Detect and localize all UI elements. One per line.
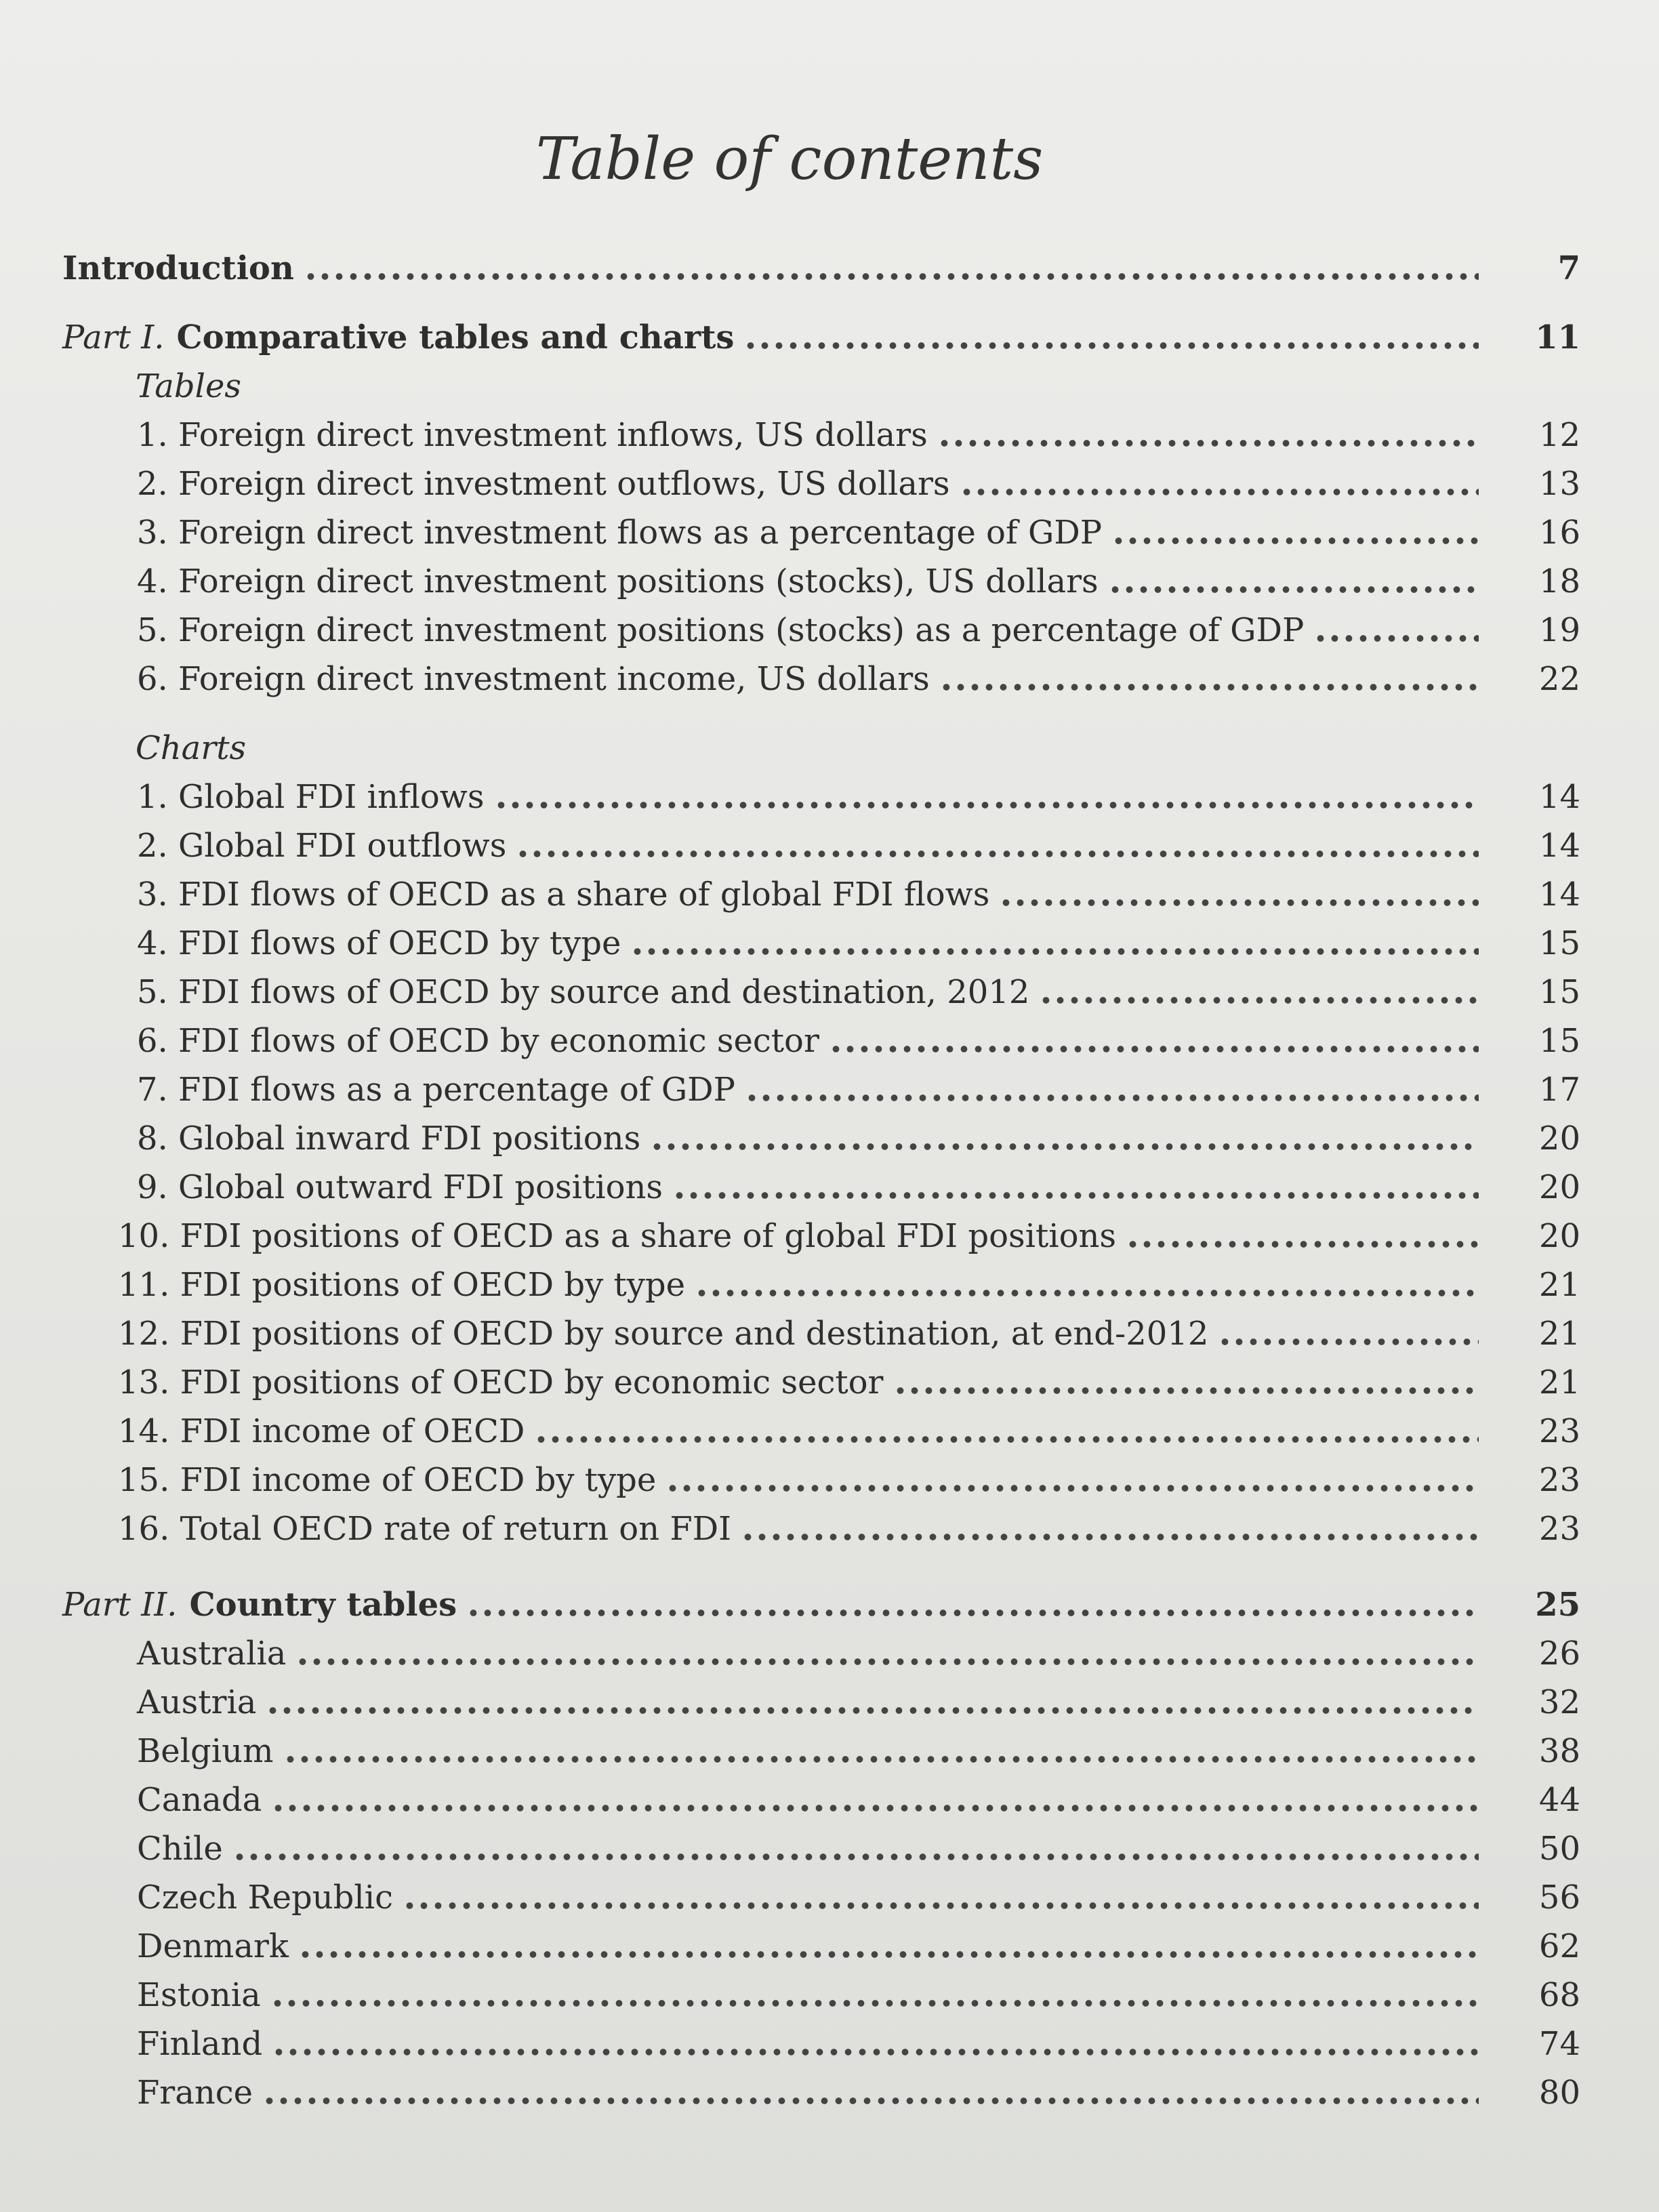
toc-entry-part-1 xyxy=(62,313,1580,362)
dot-leader xyxy=(266,1706,1479,1715)
toc-entry-label xyxy=(62,313,743,362)
part-title: Comparative tables and charts xyxy=(176,319,735,356)
toc-entry-label: Denmark xyxy=(137,1927,289,1965)
toc-entry-label: 5. Foreign direct investment positions (stocks) as a percentage of GDP xyxy=(137,611,1305,649)
dot-leader xyxy=(1111,537,1479,545)
dot-leader xyxy=(232,1853,1479,1861)
dot-leader xyxy=(516,850,1479,858)
dot-leader xyxy=(304,272,1479,281)
dot-leader xyxy=(466,1609,1479,1617)
toc-entry-chart xyxy=(62,773,1580,821)
dot-leader xyxy=(262,2097,1479,2105)
toc-entry-country xyxy=(62,2068,1580,2117)
part-prefix: Part I. xyxy=(62,319,165,356)
toc-page-number: 26 xyxy=(1538,1635,1580,1673)
dot-leader xyxy=(1108,586,1479,594)
toc-entry-label: 11. FDI positions of OECD by type xyxy=(118,1266,685,1304)
toc-entry-label: 3. Foreign direct investment flows as a percentage of GDP xyxy=(137,514,1103,552)
dot-leader xyxy=(1218,1338,1479,1346)
dot-leader xyxy=(999,899,1479,907)
dot-leader xyxy=(534,1435,1479,1443)
dot-leader xyxy=(283,1755,1479,1763)
dot-leader xyxy=(298,1950,1479,1959)
toc-entry-chart xyxy=(62,1309,1580,1358)
toc-entry-label: Finland xyxy=(137,2025,263,2063)
toc-page-number: 14 xyxy=(1538,827,1580,865)
toc-entry-label: Czech Republic xyxy=(137,1879,393,1917)
toc-entry-label: 4. Foreign direct investment positions (stocks), US dollars xyxy=(137,562,1099,600)
dot-leader xyxy=(630,947,1479,956)
toc-entry-country xyxy=(62,1678,1580,1727)
toc-page-number: 56 xyxy=(1538,1879,1580,1917)
toc-entry-chart xyxy=(62,919,1580,968)
toc-entry-label: 10. FDI positions of OECD as a share of global FDI positions xyxy=(118,1217,1117,1255)
toc-page-number: 20 xyxy=(1538,1217,1580,1255)
toc-page-number: 68 xyxy=(1538,1976,1580,2014)
toc-entry-label: Belgium xyxy=(137,1732,274,1770)
toc-entry-label: 13. FDI positions of OECD by economic sector xyxy=(118,1364,884,1401)
toc-page-number: 38 xyxy=(1538,1732,1580,1770)
toc-page-number: 20 xyxy=(1538,1120,1580,1158)
toc-page-number: 22 xyxy=(1538,660,1580,698)
toc-entry-label: 1. Global FDI inflows xyxy=(137,778,485,816)
toc-entry-country xyxy=(62,1971,1580,2020)
toc-entry-label: 16. Total OECD rate of return on FDI xyxy=(118,1510,732,1548)
toc-page-number: 14 xyxy=(1538,876,1580,914)
dot-leader xyxy=(295,1658,1479,1666)
toc-entry-chart xyxy=(62,1114,1580,1163)
dot-leader xyxy=(494,801,1479,809)
toc-entry-chart xyxy=(62,1261,1580,1309)
toc-entry-introduction xyxy=(62,244,1580,293)
toc-entry-chart xyxy=(62,821,1580,870)
toc-entry-country xyxy=(62,1776,1580,1824)
toc-entry-chart xyxy=(62,1504,1580,1553)
toc-entry-label: Canada xyxy=(137,1781,262,1819)
toc-page-number: 15 xyxy=(1538,924,1580,962)
dot-leader xyxy=(665,1484,1479,1492)
toc-page-number: 23 xyxy=(1538,1461,1580,1499)
toc-entry-label: Australia xyxy=(137,1635,287,1673)
dot-leader xyxy=(960,488,1479,496)
toc-page-number: 7 xyxy=(1557,249,1580,287)
toc-entry-chart xyxy=(62,1407,1580,1456)
toc-page-number: 23 xyxy=(1538,1510,1580,1548)
charts-list xyxy=(62,773,1580,1553)
toc-page-number: 25 xyxy=(1535,1586,1580,1624)
toc-entry-table xyxy=(62,557,1580,606)
part-prefix: Part II. xyxy=(62,1586,178,1624)
dot-leader xyxy=(743,342,1479,350)
toc-entry-part-2 xyxy=(62,1580,1580,1629)
toc-page-number: 23 xyxy=(1538,1412,1580,1450)
toc-page-number: 16 xyxy=(1538,514,1580,552)
toc-entry-chart xyxy=(62,1212,1580,1261)
toc-entry-country xyxy=(62,2020,1580,2068)
toc-page-number: 19 xyxy=(1538,611,1580,649)
toc-entry-chart xyxy=(62,1456,1580,1504)
toc-entry-label: 3. FDI flows of OECD as a share of global FDI flows xyxy=(137,876,990,914)
toc-entry-chart xyxy=(62,1358,1580,1407)
toc-entry-label: 5. FDI flows of OECD by source and destination, 2012 xyxy=(137,973,1030,1011)
dot-leader xyxy=(1126,1240,1479,1248)
toc-entry-table xyxy=(62,606,1580,655)
toc-entry-label: 1. Foreign direct investment inflows, US dollars xyxy=(137,416,928,454)
dot-leader xyxy=(893,1387,1479,1395)
toc-page-number: 32 xyxy=(1538,1683,1580,1721)
section-heading-tables: Tables xyxy=(136,367,242,405)
dot-leader xyxy=(672,1191,1479,1200)
toc-page-number: 13 xyxy=(1538,465,1580,503)
page-title: Table of contents xyxy=(535,125,1044,193)
toc-entry-chart xyxy=(62,1065,1580,1114)
toc-entry-label: 14. FDI income of OECD xyxy=(118,1412,525,1450)
section-heading-charts: Charts xyxy=(136,729,247,767)
dot-leader xyxy=(272,2048,1479,2056)
toc-entry-label: 8. Global inward FDI positions xyxy=(137,1120,641,1158)
dot-leader xyxy=(939,683,1479,691)
dot-leader xyxy=(937,439,1479,447)
toc-entry-label xyxy=(62,1580,466,1629)
toc-entry-label: Austria xyxy=(137,1683,257,1721)
toc-entry-table xyxy=(62,411,1580,459)
part-title: Country tables xyxy=(189,1586,457,1624)
toc-page-number: 17 xyxy=(1538,1071,1580,1109)
toc-page-number: 50 xyxy=(1538,1830,1580,1868)
toc-entry-label: 2. Global FDI outflows xyxy=(137,827,507,865)
toc-entry-country xyxy=(62,1873,1580,1922)
dot-leader xyxy=(1313,634,1479,642)
dot-leader xyxy=(650,1143,1479,1151)
toc-entry-country xyxy=(62,1922,1580,1971)
toc-entry-table xyxy=(62,508,1580,557)
toc-entry-label: 6. Foreign direct investment income, US dollars xyxy=(137,660,930,698)
toc-page-number: 12 xyxy=(1538,416,1580,454)
toc-entry-label: 7. FDI flows as a percentage of GDP xyxy=(137,1071,735,1109)
toc-entry-label: 6. FDI flows of OECD by economic sector xyxy=(137,1022,819,1060)
toc-entry-country xyxy=(62,1727,1580,1776)
toc-entry-label: 4. FDI flows of OECD by type xyxy=(137,924,621,962)
toc-entry-country xyxy=(62,1824,1580,1873)
toc-entry-chart xyxy=(62,1163,1580,1212)
tables-list xyxy=(62,411,1580,703)
toc-page-number: 20 xyxy=(1538,1168,1580,1206)
toc-entry-label: France xyxy=(137,2074,253,2112)
dot-leader xyxy=(270,1999,1479,2007)
dot-leader xyxy=(695,1289,1479,1297)
toc-page-number: 15 xyxy=(1538,973,1580,1011)
toc-entry-label: Introduction xyxy=(62,249,294,287)
toc-entry-label: Estonia xyxy=(137,1976,261,2014)
toc-entry-label: 2. Foreign direct investment outflows, US dollars xyxy=(137,465,950,503)
toc-page-number: 62 xyxy=(1538,1927,1580,1965)
toc-page-number: 14 xyxy=(1538,778,1580,816)
toc-entry-label: 9. Global outward FDI positions xyxy=(137,1168,663,1206)
toc-page-number: 11 xyxy=(1535,319,1580,356)
dot-leader xyxy=(745,1094,1479,1102)
dot-leader xyxy=(271,1804,1479,1812)
toc-entry-chart xyxy=(62,1017,1580,1065)
toc-page-number: 80 xyxy=(1538,2074,1580,2112)
dot-leader xyxy=(829,1045,1479,1053)
toc-page-number: 74 xyxy=(1538,2025,1580,2063)
toc-page-number: 21 xyxy=(1538,1315,1580,1353)
toc-entry-label: 12. FDI positions of OECD by source and destination, at end-2012 xyxy=(118,1315,1209,1353)
toc-entry-table xyxy=(62,655,1580,703)
table-of-contents xyxy=(62,244,1580,2117)
dot-leader xyxy=(1039,996,1479,1004)
dot-leader xyxy=(403,1902,1479,1910)
countries-list xyxy=(62,1629,1580,2117)
toc-page-number: 15 xyxy=(1538,1022,1580,1060)
toc-entry-table xyxy=(62,459,1580,508)
toc-page-number: 21 xyxy=(1538,1364,1580,1401)
dot-leader xyxy=(741,1533,1479,1541)
toc-page-number: 44 xyxy=(1538,1781,1580,1819)
toc-entry-label: 15. FDI income of OECD by type xyxy=(118,1461,657,1499)
toc-entry-chart xyxy=(62,968,1580,1017)
toc-entry-country xyxy=(62,1629,1580,1678)
toc-entry-chart xyxy=(62,870,1580,919)
toc-page-number: 21 xyxy=(1538,1266,1580,1304)
toc-entry-label: Chile xyxy=(137,1830,223,1868)
toc-page-number: 18 xyxy=(1538,562,1580,600)
